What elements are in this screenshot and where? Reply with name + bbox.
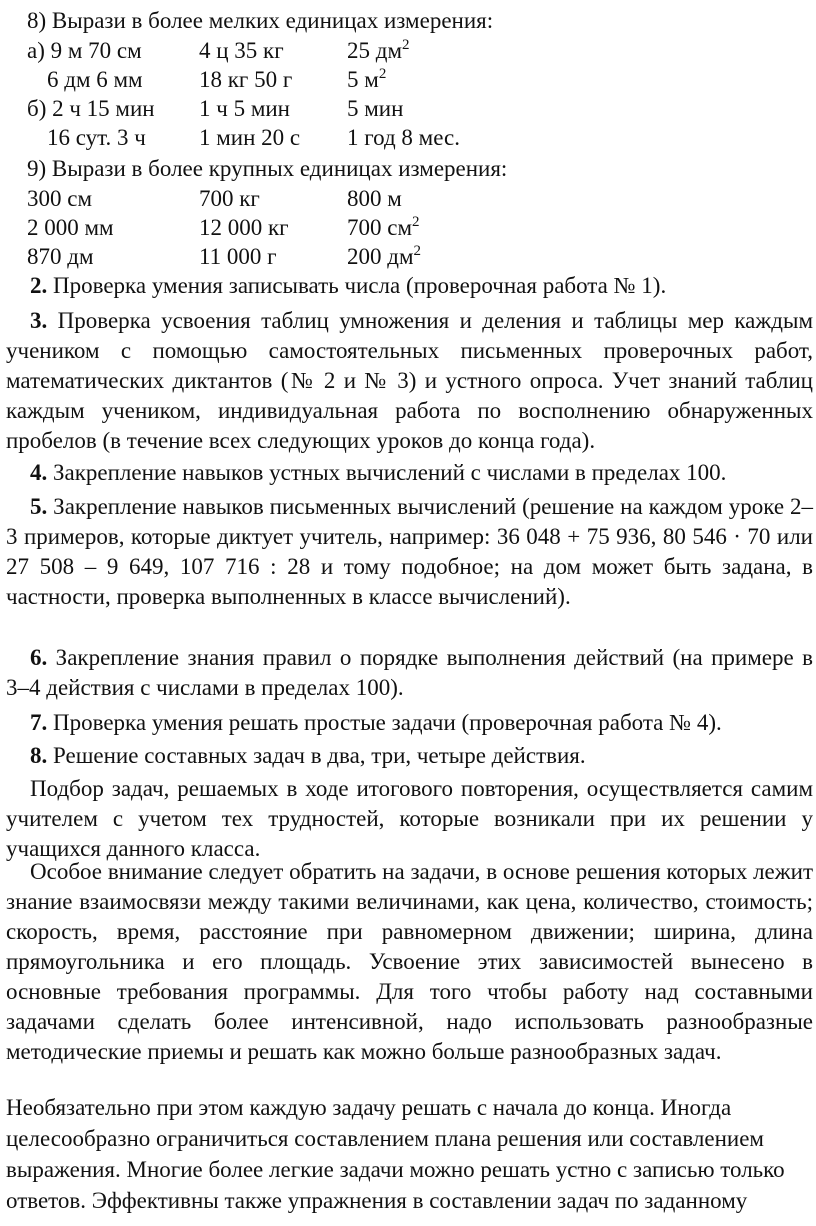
item-6: 6. Закрепление знания правил о порядке выполнения действий (на примере в 3–4 действия с числами в пределах 100).	[6, 645, 813, 700]
cell: 200 $дм^2$	[347, 243, 422, 269]
cell: 11 000 г	[199, 244, 277, 269]
cell: 1 ч 5 мин	[199, 96, 290, 121]
item-7: 7. Проверка умения решать простые задачи (проверочная работа № 4).	[30, 710, 722, 735]
cell: 5 мин	[347, 96, 404, 121]
cell: 2 000 мм	[27, 215, 114, 240]
exercise-8-title: 8) Вырази в более мелких единицах измерения:	[27, 8, 494, 33]
item-4: 4. Закрепление навыков устных вычислений с числами в пределах 100.	[30, 460, 727, 485]
table-row	[27, 213, 787, 243]
table-row	[27, 94, 787, 124]
cell: 12 000 кг	[199, 215, 289, 240]
cell: 300 см	[27, 186, 93, 211]
cell: 4 ц 35 кг	[199, 38, 284, 63]
cell: 700 $см^2$	[347, 214, 420, 240]
cell: 870 дм	[27, 244, 94, 269]
paragraph-tail: Необязательно при этом каждую задачу решать с начала до конца. Иногда целесообразно ограничиться составлением плана решения или составлением выражения. Многие более легкие задачи можно решать устно с записью только ответов. Эффективны также упражнения в составлении задач по заданному	[6, 1095, 785, 1213]
table-row	[27, 36, 787, 66]
paragraph: Подбор задач, решаемых в ходе итогового повторения, осуществляется самим учителем с учетом тех трудностей, которые возникали при их решении у учащихся данного класса.	[6, 776, 813, 861]
cell: 5 $м^2$	[347, 66, 387, 92]
table-row	[27, 65, 787, 95]
cell: 700 кг	[199, 186, 260, 211]
table-row	[27, 242, 787, 272]
cell: а) 9 м 70 см	[27, 38, 142, 63]
cell: 18 кг 50 г	[199, 67, 293, 92]
cell: 1 мин 20 с	[199, 125, 301, 150]
item-2: 2. Проверка умения записывать числа (проверочная работа № 1).	[30, 273, 667, 298]
cell: б) 2 ч 15 мин	[27, 96, 155, 121]
item-8: 8. Решение составных задач в два, три, четыре действия.	[30, 743, 586, 768]
cell: 16 сут. 3 ч	[47, 125, 146, 150]
item-3: 3. Проверка усвоения таблиц умножения и деления и таблицы мер каждым учеником с помощью самостоятельных письменных проверочных работ, математических диктантов (№ 2 и № 3) и устного опроса. Учет знаний таблиц каждым учеником, индивидуальная работа по восполнению обнаруженных пробелов (в течение всех следующих уроков до конца года).	[6, 308, 813, 453]
item-5: 5. Закрепление навыков письменных вычислений (решение на каждом уроке 2–3 примеров, которые диктует учитель, например: 36 048 + 75 936, 80 546 · 70 или 27 508 – 9 649, 107 716 : 28 и тому подобное; на дом может быть задана, в частности, проверка выполненных в классе вычислений).	[6, 494, 813, 609]
cell: 25 $дм^2$	[347, 37, 410, 63]
cell: 1 год 8 мес.	[347, 125, 460, 150]
paragraph: Особое внимание следует обратить на задачи, в основе решения которых лежит знание взаимосвязи между такими величинами, как цена, количество, стоимость; скорость, время, расстояние при равномерном движении; ширина, длина прямоугольника и его площадь. Усвоение этих зависимостей вынесено в основные требования программы. Для того чтобы работу над составными задачами сделать более интенсивной, надо использовать разнообразные методические приемы и решать как можно больше разнообразных задач.	[6, 859, 813, 1064]
table-row	[27, 123, 787, 153]
cell: 6 дм 6 мм	[47, 67, 143, 92]
cell: 800 м	[347, 186, 402, 211]
exercise-9-title: 9) Вырази в более крупных единицах измерения:	[27, 156, 508, 181]
table-row	[27, 184, 787, 214]
